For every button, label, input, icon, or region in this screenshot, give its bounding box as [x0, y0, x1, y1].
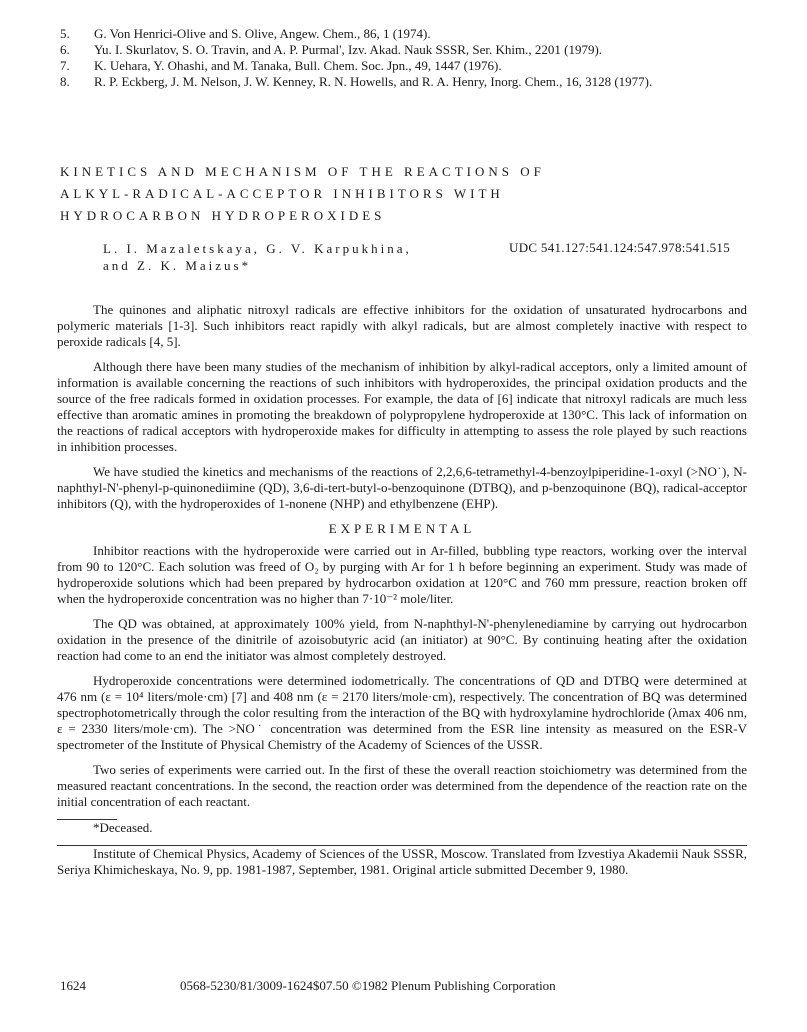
reference-number: 8.: [60, 74, 70, 89]
affiliation-note: Institute of Chemical Physics, Academy of Sciences of the USSR, Moscow. Translated from Izvestiya Akademii Nauk SSSR, Seriya Khimicheskaya, No. 9, pp. 1981-1987, September, 1981. Original article submitted December 9, 1980.: [57, 846, 747, 877]
body-paragraph: Although there have been many studies of the mechanism of inhibition by alkyl-radical acceptors, only a limited amount of information is available concerning the reactions of such inhibitors with hydroperoxides, the principal oxidation products and the source of the free radicals formed in oxidation processes. For example, the data of [6] indicate that nitroxyl radicals are much less effective than aromatic amines in promoting the breakdown of polypropylene hydroperoxide at 130°C. This lack of information on the reactions of radical acceptors with hydroperoxide makes for difficulty in attempting to assess the role played by such reactions in inhibition processes.: [57, 359, 747, 454]
reference-text: G. Von Henrici-Olive and S. Olive, Angew. Chem., 86, 1 (1974).: [94, 26, 431, 41]
copyright-line: 0568-5230/81/3009-1624$07.50 ©1982 Plenum Publishing Corporation: [180, 978, 556, 993]
authors-line: L. I. Mazaletskaya, G. V. Karpukhina,: [103, 241, 412, 256]
body-paragraph: The quinones and aliphatic nitroxyl radicals are effective inhibitors for the oxidation of unsaturated hydrocarbons and polymeric materials [1-3]. Such inhibitors react rapidly with alkyl radicals, but are almost completely inactive with respect to peroxide radicals [4, 5].: [57, 302, 747, 349]
body-paragraph: Two series of experiments were carried out. In the first of these the overall reaction stoichiometry was determined from the measured reactant concentrations. In the second, the reaction order was determined from the dependence of the reaction rate on the initial concentration of each reactant.: [57, 762, 747, 809]
reference-item: [60, 42, 760, 58]
footnote: *Deceased.: [93, 820, 153, 835]
page-number: 1624: [60, 978, 86, 993]
authors-line: and Z. K. Maizus*: [103, 258, 252, 273]
title-line: KINETICS AND MECHANISM OF THE REACTIONS OF: [60, 164, 545, 179]
reference-list: [60, 26, 760, 90]
reference-number: 5.: [60, 26, 70, 41]
reference-number: 6.: [60, 42, 70, 57]
reference-number: 7.: [60, 58, 70, 73]
title-line: HYDROCARBON HYDROPEROXIDES: [60, 208, 386, 223]
article-body: [57, 302, 747, 887]
title-line: ALKYL-RADICAL-ACCEPTOR INHIBITORS WITH: [60, 186, 504, 201]
reference-text: Yu. I. Skurlatov, S. O. Travin, and A. P. Purmal', Izv. Akad. Nauk SSSR, Ser. Khim., 2201 (1979).: [94, 42, 603, 57]
udc-code: UDC 541.127:541.124:547.978:541.515: [509, 240, 731, 255]
section-heading: EXPERIMENTAL: [328, 521, 476, 536]
reference-item: [60, 74, 760, 90]
body-paragraph: The QD was obtained, at approximately 100% yield, from N-naphthyl-N'-phenylenediamine by carrying out hydrocarbon oxidation in the presence of the dinitrile of azoisobutyric acid (an initiator) at 90°C. By continuing heating after the oxidation reaction had come to an end the initiator was almost completely destroyed.: [57, 616, 747, 663]
body-paragraph: Inhibitor reactions with the hydroperoxide were carried out in Ar-filled, bubbling type reactors, working over the interval from 90 to 120°C. Each solution was freed of O₂ by purging with Ar for 1 h before beginning an experiment. Study was made of hydroperoxide solutions which had been prepared by hydrocarbon oxidation at 120°C and 760 mm pressure, reaction broken off when the hydroperoxide concentration was no higher than 7·10⁻² mole/liter.: [57, 543, 747, 606]
body-paragraph: Hydroperoxide concentrations were determined iodometrically. The concentrations of QD and DTBQ were determined at 476 nm (ε = 10⁴ liters/mole·cm) [7] and 408 nm (ε = 2170 liters/mole·cm), respectively. The concentration of BQ was determined spectrophotometrically through the color resulting from the interaction of the BQ with hydroxylamine hydrochloride (λmax 406 nm, ε = 2330 liters/mole·cm). The >NO˙ concentration was determined from the ESR line intensity as measured on the ESR-V spectrometer of the Institute of Physical Chemistry of the Academy of Sciences of the USSR.: [57, 673, 747, 752]
body-paragraph: We have studied the kinetics and mechanisms of the reactions of 2,2,6,6-tetramethyl-4-benzoylpiperidine-1-oxyl (>NO˙), N-naphthyl-N'-phenyl-p-quinonediimine (QD), 3,6-di-tert-butyl-o-benzoquinone (DTBQ), and p-benzoquinone (BQ), radical-acceptor inhibitors (Q), with the hydroperoxides of 1-nonene (NHP) and ethylbenzene (EHP).: [57, 464, 747, 511]
author-list: [103, 240, 412, 274]
reference-text: R. P. Eckberg, J. M. Nelson, J. W. Kenney, R. N. Howells, and R. A. Henry, Inorg. Chem., 16, 3128 (1977).: [94, 74, 653, 89]
page-footer: [60, 978, 750, 994]
reference-item: [60, 58, 760, 74]
reference-text: K. Uehara, Y. Ohashi, and M. Tanaka, Bull. Chem. Soc. Jpn., 49, 1447 (1976).: [94, 58, 502, 73]
article-title: [60, 161, 545, 227]
reference-item: [60, 26, 760, 42]
